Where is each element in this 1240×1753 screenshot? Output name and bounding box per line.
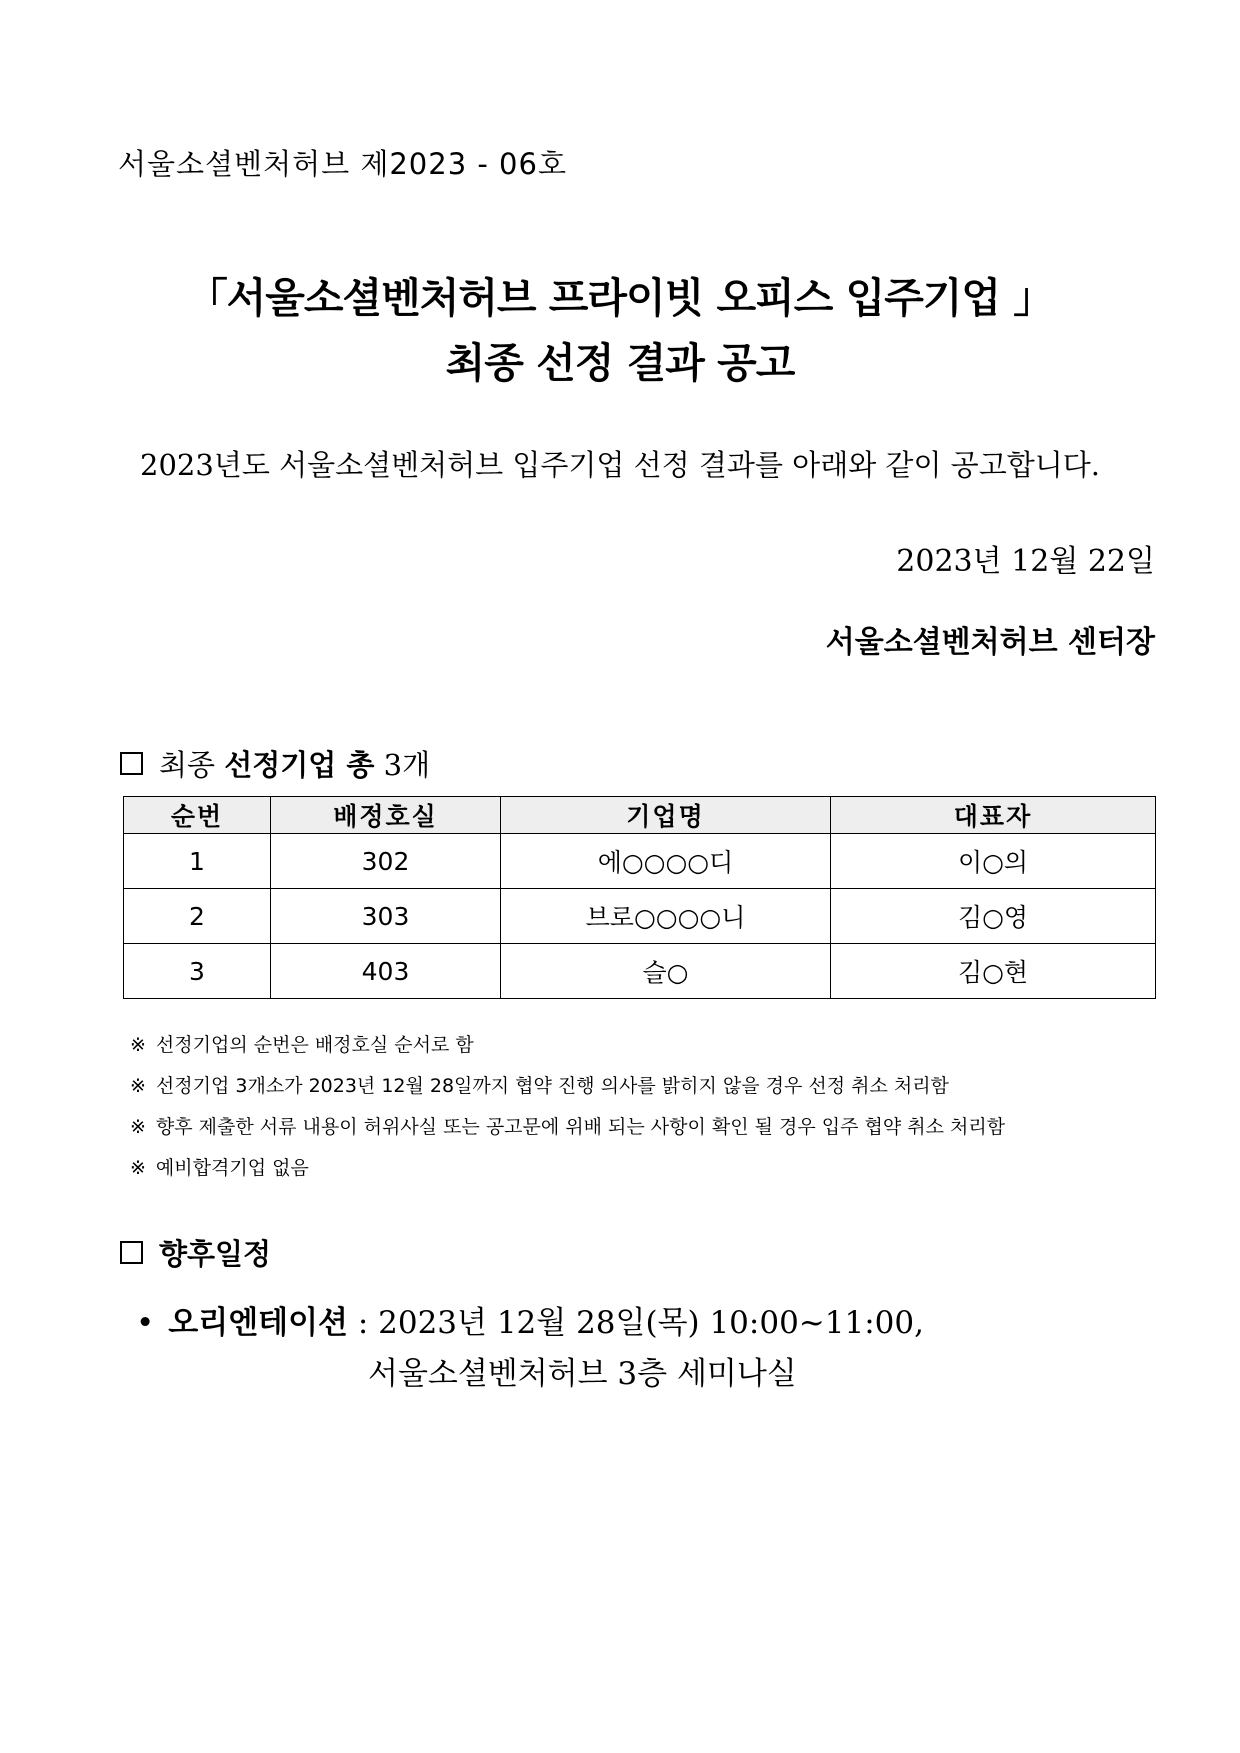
section-schedule xyxy=(120,1232,271,1273)
cell-order: 2 xyxy=(124,889,271,944)
note-item xyxy=(130,1066,1005,1107)
schedule-line-2: 서울소셜벤처허브 3층 세미나실 xyxy=(368,1356,797,1392)
header-room: 배정호실 xyxy=(271,797,501,834)
section1-prefix: 최종 xyxy=(159,748,216,782)
checkbox-square-icon xyxy=(120,1241,143,1264)
reference-mark-icon: ※ xyxy=(130,1116,146,1138)
table-row xyxy=(124,944,1156,999)
cell-company: 슬○ xyxy=(501,944,831,999)
cell-company: 에○○○○디 xyxy=(501,834,831,889)
title-line-1: 「서울소셜벤처허브 프라이빗 오피스 입주기업 」 xyxy=(186,274,1054,322)
note-text: 선정기업의 순번은 배정호실 순서로 함 xyxy=(155,1034,474,1056)
checkbox-square-icon xyxy=(120,752,143,775)
header-company: 기업명 xyxy=(501,797,831,834)
section1-count: 3개 xyxy=(383,748,431,782)
note-item xyxy=(130,1025,1005,1066)
header-representative: 대표자 xyxy=(831,797,1156,834)
cell-order: 1 xyxy=(124,834,271,889)
selection-result-table xyxy=(123,796,1156,999)
schedule-line-1: 2023년 12월 28일(목) 10:00~11:00, xyxy=(378,1305,924,1341)
table-header-row xyxy=(124,797,1156,834)
note-item xyxy=(130,1148,1005,1189)
cell-representative: 이○의 xyxy=(831,834,1156,889)
intro-text: 2023년도 서울소셜벤처허브 입주기업 선정 결과를 아래와 같이 공고합니다. xyxy=(140,448,1100,482)
note-text: 향후 제출한 서류 내용이 허위사실 또는 공고문에 위배 되는 사항이 확인 될 경우 입주 협약 취소 처리함 xyxy=(155,1116,1006,1138)
header-order: 순번 xyxy=(124,797,271,834)
schedule-separator: : xyxy=(347,1305,379,1341)
bullet-icon: • xyxy=(136,1305,155,1341)
cell-representative: 김○현 xyxy=(831,944,1156,999)
section-selected-companies xyxy=(120,743,430,784)
cell-room: 302 xyxy=(271,834,501,889)
note-item xyxy=(130,1107,1005,1148)
note-text: 예비합격기업 없음 xyxy=(155,1157,309,1179)
cell-company: 브로○○○○니 xyxy=(501,889,831,944)
title-line-2: 최종 선정 결과 공고 xyxy=(445,339,795,387)
signer: 서울소셜벤처허브 센터장 xyxy=(825,625,1155,660)
schedule-label: 오리엔테이션 xyxy=(168,1305,348,1341)
table-row xyxy=(124,834,1156,889)
cell-order: 3 xyxy=(124,944,271,999)
document-number: 서울소셜벤처허브 제2023 - 06호 xyxy=(118,147,567,181)
section1-heading-bold: 선정기업 총 xyxy=(224,748,375,782)
note-text: 선정기업 3개소가 2023년 12월 28일까지 협약 진행 의사를 밝히지 않을 경우 선정 취소 처리함 xyxy=(155,1075,949,1097)
section2-heading: 향후일정 xyxy=(159,1237,272,1271)
schedule-orientation xyxy=(136,1297,924,1342)
reference-mark-icon: ※ xyxy=(130,1034,146,1056)
announcement-date: 2023년 12월 22일 xyxy=(896,544,1155,579)
cell-room: 403 xyxy=(271,944,501,999)
cell-room: 303 xyxy=(271,889,501,944)
reference-mark-icon: ※ xyxy=(130,1157,146,1179)
reference-mark-icon: ※ xyxy=(130,1075,146,1097)
cell-representative: 김○영 xyxy=(831,889,1156,944)
notes-list xyxy=(130,1025,1005,1189)
table-row xyxy=(124,889,1156,944)
